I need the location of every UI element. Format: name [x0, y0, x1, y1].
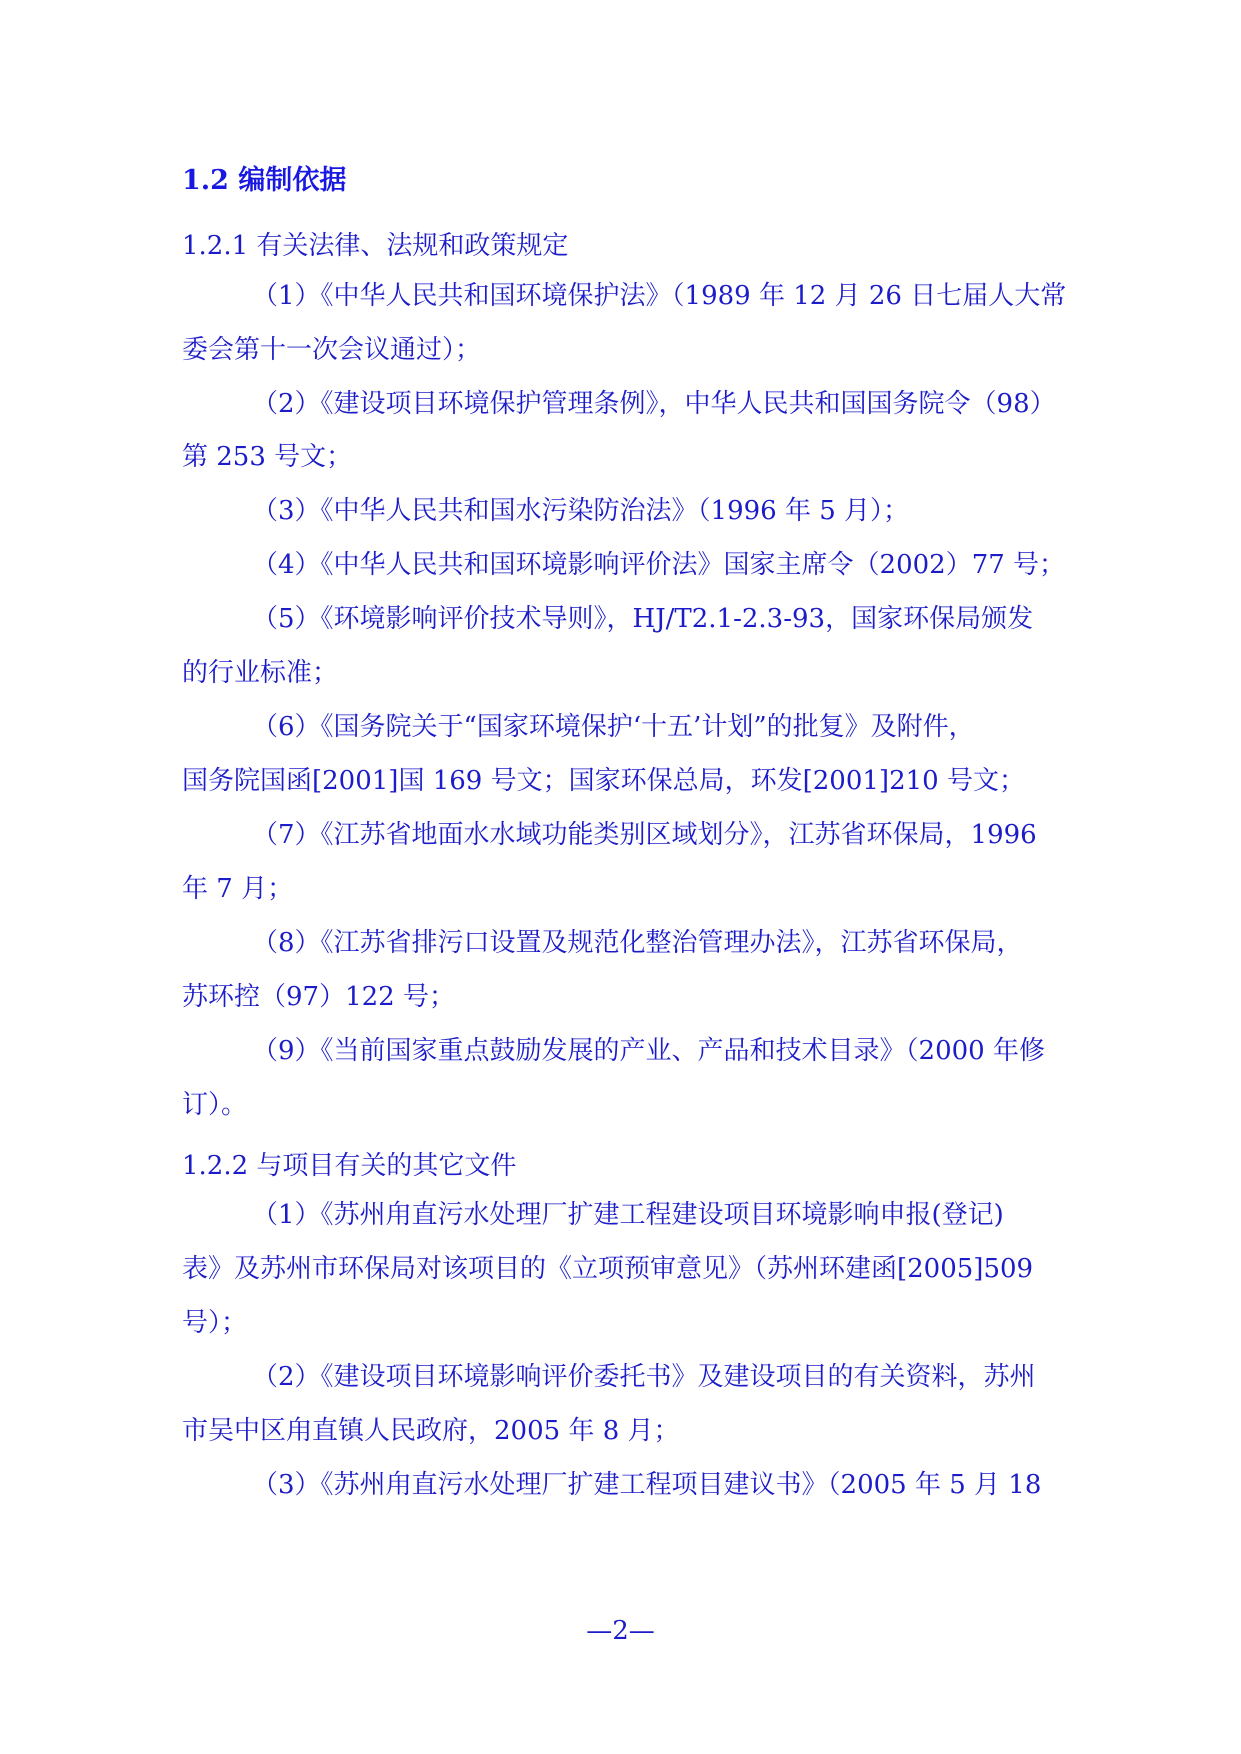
subsection-heading-laws: 1.2.1 有关法律、法规和政策规定 [182, 231, 569, 261]
law-item-1-line-1: （1）《中华人民共和国环境保护法》（1989 年 12 月 26 日七届人大常 [252, 281, 1067, 311]
law-item-5-line-2: 的行业标准； [182, 658, 339, 688]
law-item-7-line-1: （7）《江苏省地面水水域功能类别区域划分》，江苏省环保局，1996 [252, 820, 1037, 850]
project-item-1-line-2: 表》及苏州市环保局对该项目的《立项预审意见》（苏州环建函[2005]509 [182, 1254, 1034, 1284]
law-item-6-line-2: 国务院国函[2001]国 169 号文；国家环保总局，环发[2001]210 号文； [182, 766, 1025, 796]
law-item-7-line-2: 年 7 月； [182, 874, 294, 904]
law-item-8-line-1: （8）《江苏省排污口设置及规范化整治管理办法》，江苏省环保局， [252, 928, 1023, 958]
law-item-3-line-1: （3）《中华人民共和国水污染防治法》（1996 年 5 月）； [252, 496, 910, 526]
law-item-9-line-1: （9）《当前国家重点鼓励发展的产业、产品和技术目录》（2000 年修 [252, 1036, 1045, 1066]
law-item-9-line-2: 订）。 [182, 1090, 248, 1120]
law-item-2-line-2: 第 253 号文； [182, 442, 353, 472]
law-item-2-line-1: （2）《建设项目环境保护管理条例》，中华人民共和国国务院令（98） [252, 389, 1056, 419]
project-item-3-line-1: （3）《苏州甪直污水处理厂扩建工程项目建议书》（2005 年 5 月 18 [252, 1470, 1042, 1500]
subsection-heading-project: 1.2.2 与项目有关的其它文件 [182, 1151, 517, 1181]
law-item-5-line-1: （5）《环境影响评价技术导则》，HJ/T2.1-2.3-93，国家环保局颁发 [252, 604, 1034, 634]
law-item-1-line-2: 委会第十一次会议通过）； [182, 335, 482, 365]
project-item-1-line-3: 号）； [182, 1308, 248, 1338]
project-item-2-line-2: 市吴中区甪直镇人民政府，2005 年 8 月； [182, 1416, 680, 1446]
project-item-2-line-1: （2）《建设项目环境影响评价委托书》及建设项目的有关资料，苏州 [252, 1362, 1036, 1392]
page-number: —2— [586, 1616, 655, 1646]
law-item-8-line-2: 苏环控（97）122 号； [182, 982, 455, 1012]
law-item-4-line-1: （4）《中华人民共和国环境影响评价法》国家主席令（2002）77 号； [252, 550, 1066, 580]
section-heading: 1.2 编制依据 [182, 165, 347, 196]
law-item-6-line-1: （6）《国务院关于“国家环境保护‘十五’计划”的批复》及附件， [252, 712, 975, 742]
project-item-1-line-1: （1）《苏州甪直污水处理厂扩建工程建设项目环境影响申报(登记) [252, 1200, 1004, 1230]
